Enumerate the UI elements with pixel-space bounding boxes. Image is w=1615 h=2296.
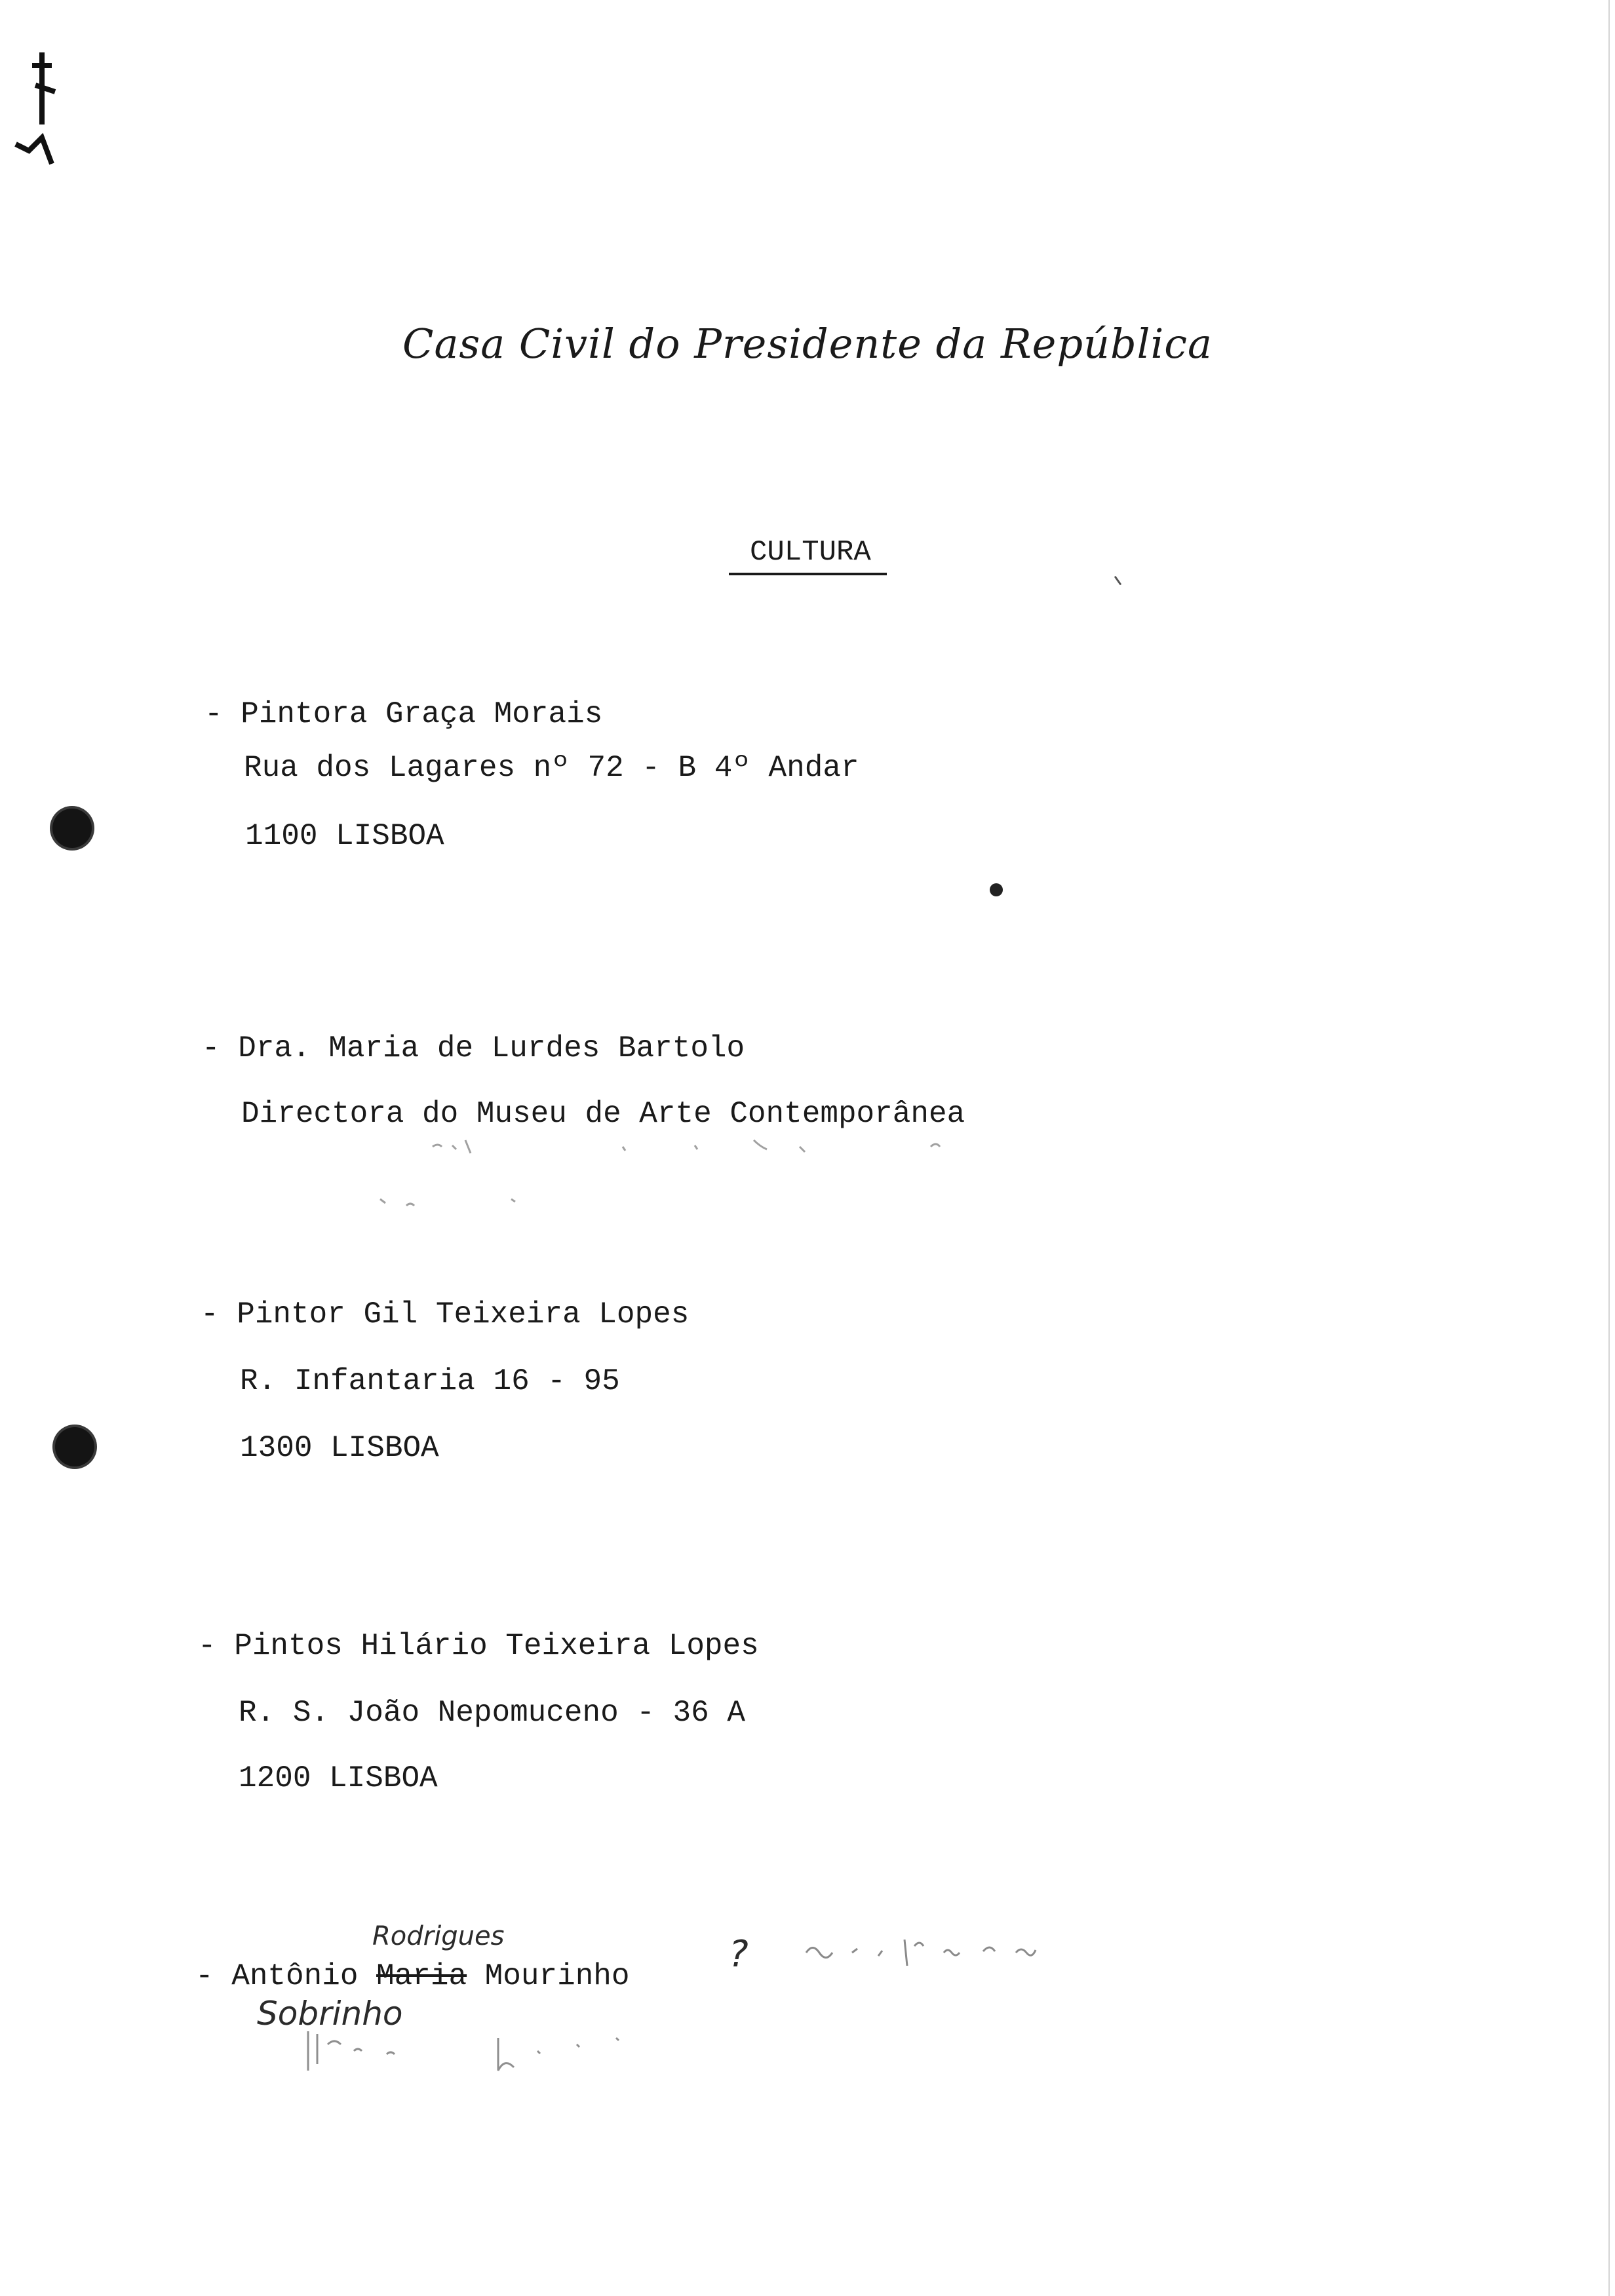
faint-scribble-bottom xyxy=(302,2025,734,2084)
punch-hole-top xyxy=(52,809,92,848)
entry-2-name: - Dra. Maria de Lurdes Bartolo xyxy=(202,1031,745,1065)
entry-5-prefix: - Antônio xyxy=(195,1959,377,1993)
ink-mark xyxy=(1114,576,1122,586)
handwritten-question-mark: ? xyxy=(729,1933,749,1976)
entry-5-suffix: Mourinho xyxy=(467,1959,630,1993)
entry-3-city: 1300 LISBOA xyxy=(240,1431,439,1465)
faint-scribble-right xyxy=(800,1926,1075,1972)
entry-2-title: Directora do Museu de Arte Contemporânea xyxy=(241,1097,965,1131)
section-heading: CULTURA xyxy=(729,536,887,575)
entry-1-name: - Pintora Graça Morais xyxy=(204,697,603,731)
entry-4-city: 1200 LISBOA xyxy=(239,1761,438,1795)
entry-1-city: 1100 LISBOA xyxy=(245,819,444,853)
ink-speck xyxy=(990,883,1003,896)
entry-1-address: Rua dos Lagares nº 72 - B 4º Andar xyxy=(244,751,859,785)
punch-hole-bottom xyxy=(55,1427,94,1466)
entry-4-address: R. S. João Nepomuceno - 36 A xyxy=(239,1696,745,1730)
staple-mark-icon xyxy=(3,46,75,177)
entry-5-struck-name: Maria xyxy=(376,1959,467,1993)
entry-3-address: R. Infantaria 16 - 95 xyxy=(240,1364,620,1398)
handwritten-rodrigues: Rodrigues xyxy=(372,1921,505,1951)
handwritten-sobrinho: Sobrinho xyxy=(257,1995,403,2033)
entry-3-name: - Pintor Gil Teixeira Lopes xyxy=(201,1297,690,1331)
faint-scribble-middle xyxy=(302,1134,970,1219)
entry-4-name: - Pintos Hilário Teixeira Lopes xyxy=(198,1629,759,1663)
letterhead: Casa Civil do Presidente da República xyxy=(402,320,1213,368)
entry-5-name xyxy=(195,1959,630,1993)
